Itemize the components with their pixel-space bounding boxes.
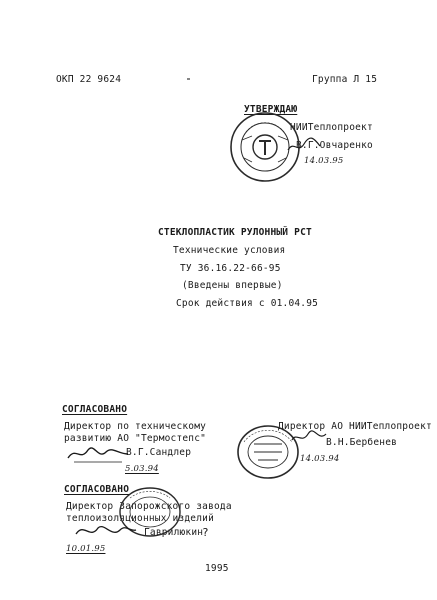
scan-speck bbox=[187, 78, 190, 80]
director-position: Директор АО НИИТеплопроект bbox=[278, 421, 432, 432]
signature-agreed-1 bbox=[66, 440, 132, 466]
question-mark: ? bbox=[202, 526, 209, 539]
okp-code: ОКП 22 9624 bbox=[56, 74, 122, 85]
document-title: СТЕКЛОПЛАСТИК РУЛОННЫЙ РСТ bbox=[158, 227, 312, 238]
group-code: Группа Л 15 bbox=[312, 74, 378, 85]
signature-agreed-2 bbox=[74, 520, 138, 542]
approval-name: В.Г.Овчаренко bbox=[296, 140, 373, 151]
document-year: 1995 bbox=[205, 563, 229, 574]
introduced-note: (Введены впервые) bbox=[182, 280, 283, 291]
validity-date: Срок действия с 01.04.95 bbox=[176, 298, 319, 309]
approval-heading: УТВЕРЖДАЮ bbox=[244, 104, 298, 115]
tu-number: ТУ 36.16.22-66-95 bbox=[180, 263, 281, 274]
agreed-heading-2: СОГЛАСОВАНО bbox=[64, 484, 130, 495]
agreed-2-position-line2: теплоизоляционных изделий bbox=[66, 513, 214, 524]
agreed-1-position-line2: развитию АО "Термостепс" bbox=[64, 433, 207, 444]
agreed-1-date: 5.03.94 bbox=[125, 464, 159, 474]
agreed-2-position-line1: Директор Запорожского завода bbox=[66, 501, 232, 512]
approval-date: 14.03.95 bbox=[304, 156, 344, 166]
agreed-heading-1: СОГЛАСОВАНО bbox=[62, 404, 128, 415]
agreed-2-date: 10.01.95 bbox=[66, 544, 106, 554]
agreed-1-name: В.Г.Сандлер bbox=[126, 447, 192, 458]
agreed-2-name: Гаврилюкин bbox=[144, 527, 204, 538]
document-subtitle: Технические условия bbox=[173, 245, 286, 256]
approval-org: НИИТеплопроект bbox=[290, 122, 373, 133]
agreed-1-position-line1: Директор по техническому bbox=[64, 421, 207, 432]
director-name: В.Н.Бербенев bbox=[326, 437, 398, 448]
signature-top bbox=[286, 136, 326, 156]
director-date: 14.03.94 bbox=[300, 454, 340, 464]
signature-director bbox=[290, 428, 330, 448]
